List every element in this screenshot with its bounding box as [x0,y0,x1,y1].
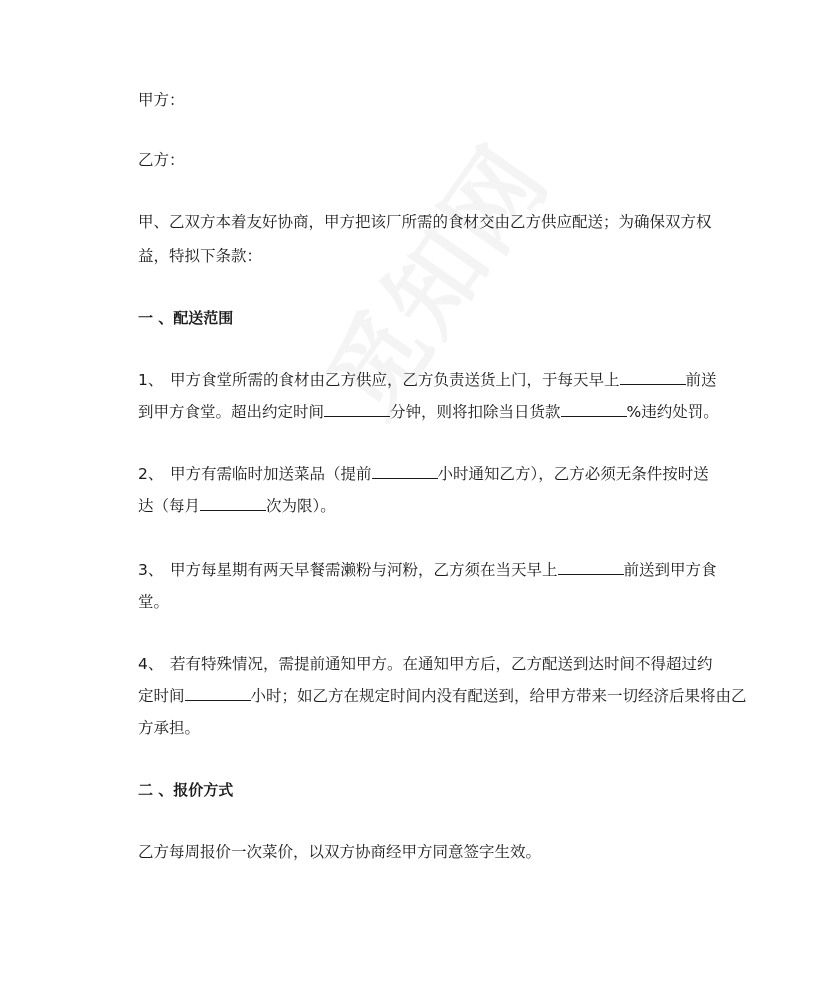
item-1-line-1: 1、 甲方食堂所需的食材由乙方供应，乙方负责送货上门，于每天早上 前送 [138,371,717,389]
party-a-label: 甲方： [138,91,185,109]
item-3-line-2: 堂。 [138,593,170,611]
section-2-title: 二 、报价方式 [138,781,234,799]
intro-line-1: 甲、乙双方本着友好协商，甲方把该厂所需的食材交由乙方供应配送；为确保双方权 [138,213,712,231]
blank-field[interactable] [561,402,627,417]
section-1-title: 一 、配送范围 [138,309,234,327]
item-2-line-2: 达（每月 次为限）。 [138,497,336,515]
item-4-line-1: 4、 若有特殊情况，需提前通知甲方。在通知甲方后，乙方配送到达时间不得超过约 [138,655,713,673]
item-2-number: 2、 [138,465,164,483]
section-2-body: 乙方每周报价一次菜价，以双方协商经甲方同意签字生效。 [138,843,542,861]
item-1-number: 1、 [138,371,164,389]
item-4-line-2: 定时间 小时；如乙方在规定时间内没有配送到，给甲方带来一切经济后果将由乙 [138,687,747,705]
party-b-label: 乙方： [138,151,185,169]
blank-field[interactable] [185,686,251,701]
intro-line-2: 益，特拟下条款： [138,247,263,265]
blank-field[interactable] [324,402,390,417]
item-4-number: 4、 [138,655,164,673]
item-3-line-1: 3、 甲方每星期有两天早餐需濑粉与河粉，乙方须在当天早上 前送到甲方食 [138,561,717,579]
blank-field[interactable] [372,464,438,479]
item-1-line-2: 到甲方食堂。超出约定时间 分钟，则将扣除当日货款 %违约处罚。 [138,403,719,421]
item-3-number: 3、 [138,561,164,579]
blank-field[interactable] [558,560,624,575]
blank-field[interactable] [620,370,686,385]
blank-field[interactable] [200,496,266,511]
item-2-line-1: 2、 甲方有需临时加送菜品（提前 小时通知乙方），乙方必须无条件按时送 [138,465,709,483]
item-4-line-3: 方承担。 [138,719,201,737]
